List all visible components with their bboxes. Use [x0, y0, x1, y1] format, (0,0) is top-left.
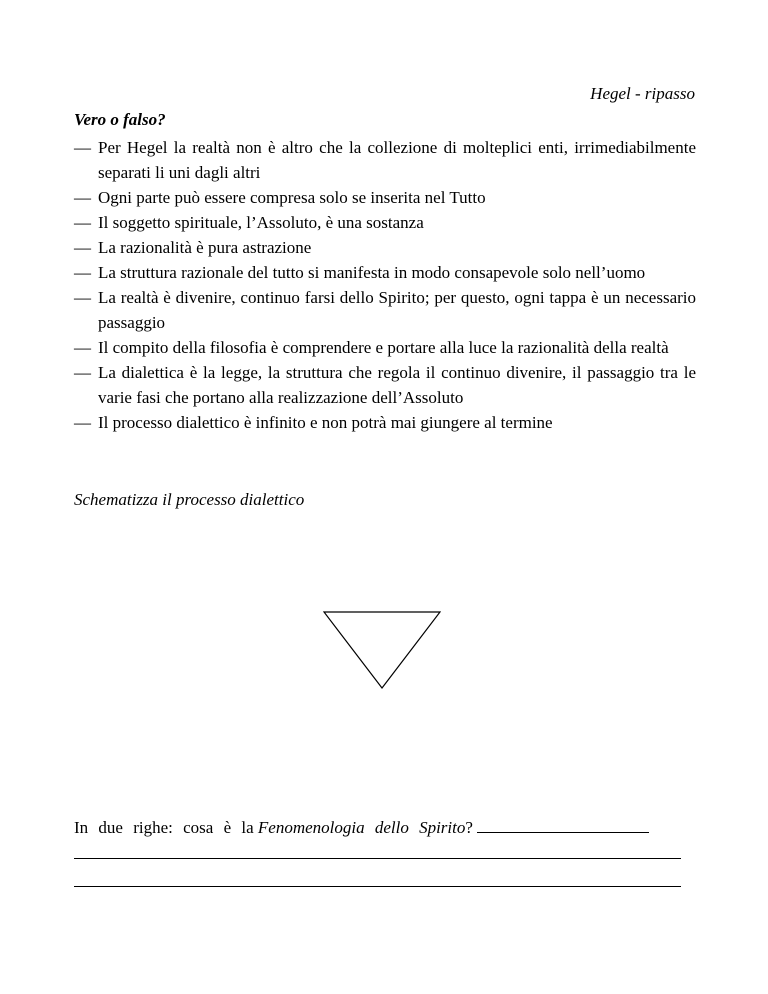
list-item [74, 185, 696, 210]
page-header-title: Hegel - ripasso [590, 84, 695, 103]
list-item [74, 235, 696, 260]
schema-title: Schematizza il processo dialettico [74, 490, 305, 509]
statement-text: La razionalità è pura astrazione [98, 238, 312, 257]
true-false-title: Vero o falso? [74, 110, 166, 129]
dash-marker: — [74, 188, 91, 207]
dash-marker: — [74, 338, 91, 357]
list-item [74, 135, 696, 185]
statement-text: Ogni parte può essere compresa solo se inserita nel Tutto [98, 188, 486, 207]
statement-text: Per Hegel la realtà non è altro che la collezione di molteplici enti, irrimediabilmente separati li uni dagli altri [98, 138, 696, 182]
list-item [74, 260, 696, 285]
list-item [74, 210, 696, 235]
question-suffix: ? [465, 818, 473, 837]
list-item [74, 410, 696, 435]
dialectic-triangle [323, 611, 441, 689]
true-false-list [74, 135, 696, 435]
dash-marker: — [74, 363, 91, 382]
dash-marker: — [74, 138, 91, 157]
list-item [74, 285, 696, 335]
statement-text: Il processo dialettico è infinito e non potrà mai giungere al termine [98, 413, 553, 432]
list-item [74, 360, 696, 410]
dash-marker: — [74, 413, 91, 432]
dash-marker: — [74, 238, 91, 257]
dash-marker: — [74, 288, 91, 307]
statement-text: La realtà è divenire, continuo farsi dello Spirito; per questo, ogni tappa è un necessario passaggio [98, 288, 696, 332]
statement-text: Il compito della filosofia è comprendere e portare alla luce la razionalità della realtà [98, 338, 669, 357]
dash-marker: — [74, 213, 91, 232]
statement-text: La dialettica è la legge, la struttura che regola il continuo divenire, il passaggio tra le varie fasi che portano alla realizzazione dell’Assoluto [98, 363, 696, 407]
question-prefix: In due righe: cosa è la [74, 818, 254, 837]
answer-line-inline[interactable] [477, 815, 649, 833]
statement-text: Il soggetto spirituale, l’Assoluto, è una sostanza [98, 213, 424, 232]
answer-line-1[interactable] [74, 858, 681, 859]
open-question [74, 815, 696, 840]
statement-text: La struttura razionale del tutto si manifesta in modo consapevole solo nell’uomo [98, 263, 646, 282]
list-item [74, 335, 696, 360]
question-emphasis: Fenomenologia dello Spirito [257, 818, 466, 837]
answer-line-2[interactable] [74, 886, 681, 887]
dash-marker: — [74, 263, 91, 282]
